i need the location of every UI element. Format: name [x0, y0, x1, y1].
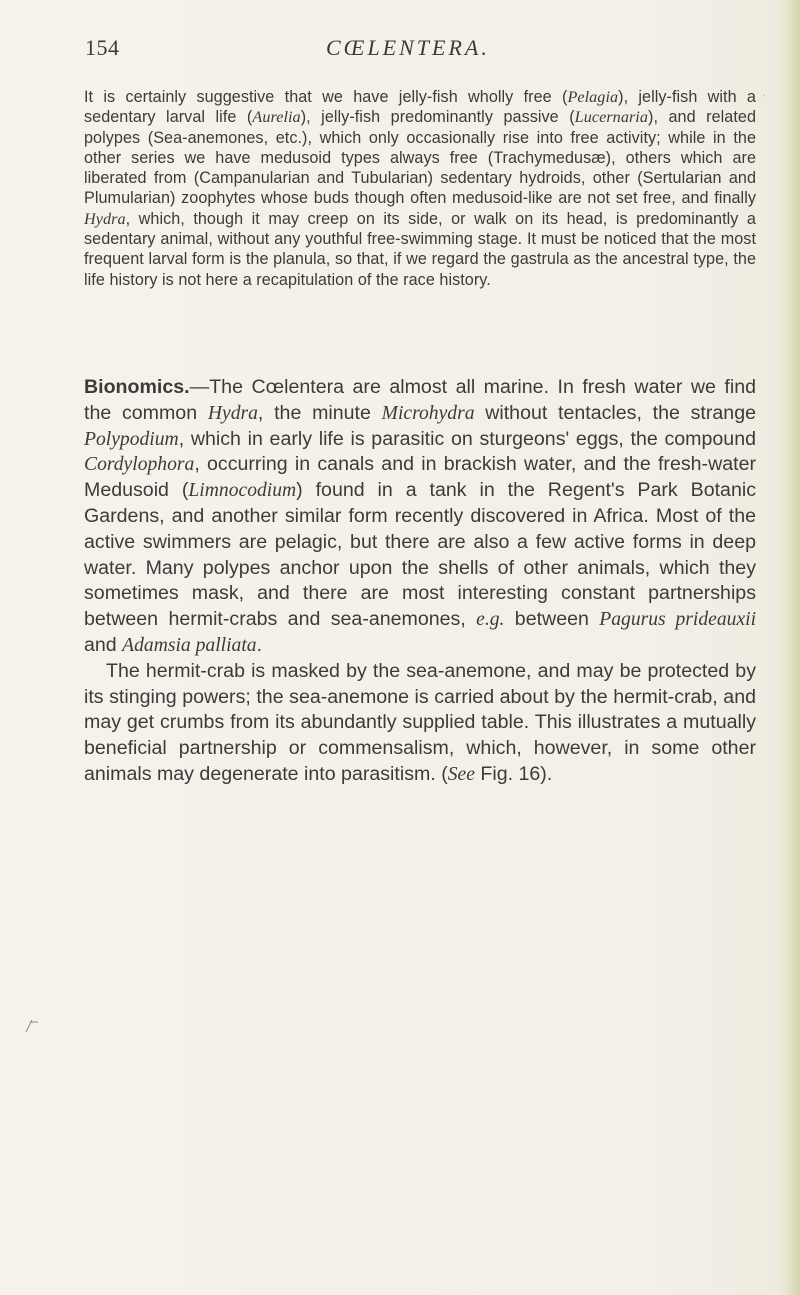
margin-pencil-mark [24, 1016, 44, 1034]
running-title: CŒLENTERA. [326, 35, 490, 60]
italic-term: Cordylophora [84, 454, 195, 476]
italic-term: Hydra [207, 402, 258, 424]
italic-term: Pelagia [567, 88, 619, 106]
italic-term: Lucernaria [574, 108, 648, 127]
running-header [0, 24, 800, 64]
italic-term: Hydra [84, 209, 126, 228]
italic-term: Adamsia palliata [122, 634, 257, 656]
paragraph-small-print: It is certainly suggestive that we have jelly-fish wholly free (Pelagia), jelly-fish with a sedentary larval life (Aurelia), jelly-fish predominantly passive (Lucernaria), and related polypes (Sea-anemones, etc.), which only occasionally rise into free activity; while in the other series we have medusoid types always free (Trachymedusæ), others which are liberated from (Campanularian and Tubularian) sedentary hydroids, other (Sertularian and Plumularian) zoophytes whose buds though often medusoid-like are not set free, and finally Hydra, which, though it may creep on its side, or walk on its head, is predominantly a sedentary animal, without any youthful free-swimming stage. It must be noticed that the most frequent larval form is the planula, so that, if we regard the gastrula as the ancestral type, the life history is not here a recapitulation of the race history. [84, 88, 756, 289]
italic-term: Microhydra [381, 402, 475, 424]
margin-pencil-mark: ˈ [762, 92, 766, 106]
page-edge-shadow [774, 0, 800, 1295]
italic-term: Limnocodium [188, 480, 297, 502]
section-heading: Bionomics. [84, 376, 190, 398]
paragraph-bionomics: Bionomics.—The Cœlentera are almost all marine. In fresh water we find the common Hydra, the minute Microhydra without tentacles, the strange Polypodium, which in early life is parasitic on sturgeons' eggs, the compound Cordylophora, occurring in canals and in brackish water, and the fresh-water Medusoid (Limnocodium) found in a tank in the Regent's Park Botanic Gardens, and another similar form recently discovered in Africa. Most of the active swimmers are pelagic, but there are also a few active forms in deep water. Many polypes anchor upon the shells of other animals, which they sometimes mask, and there are most interesting constant partnerships between hermit-crabs and sea-anemones, e.g. between Pagurus prideauxii and Adamsia palliata. [84, 376, 757, 656]
italic-term: Polypodium [84, 428, 179, 450]
italic-term: e.g. [476, 609, 505, 631]
italic-term: Aurelia [252, 108, 301, 127]
italic-term: Pagurus prideauxii [599, 609, 757, 631]
bionomics-section [84, 375, 756, 788]
paragraph-commensalism: The hermit-crab is masked by the sea-anemone, and may be protected by its stinging powers; the sea-anemone is carried about by the hermit-crab, and may get crumbs from its abundantly supplied table. This illustrates a mutually beneficial partnership or commensalism, which, however, in some other animals may degenerate into parasitism. (See Fig. 16). [84, 659, 756, 785]
italic-term: See [447, 763, 475, 785]
page-number: 154 [85, 35, 120, 60]
